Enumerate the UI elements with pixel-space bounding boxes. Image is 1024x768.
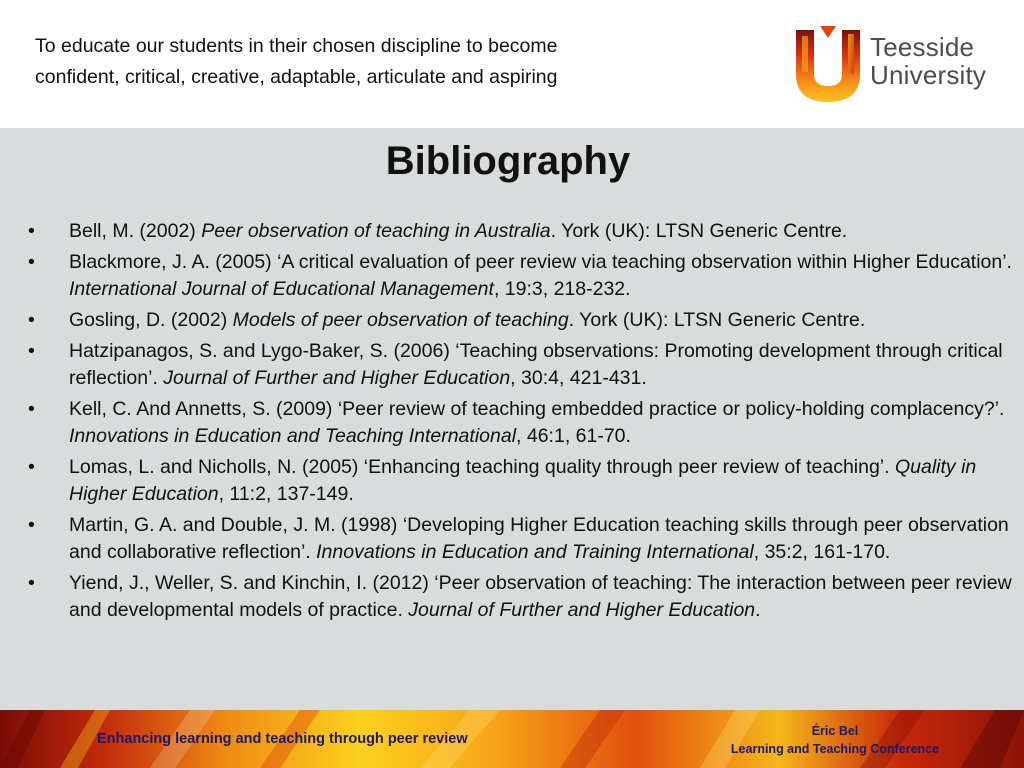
slide-footer <box>0 710 1024 768</box>
reference-title: Innovations in Education and Training International <box>316 541 754 563</box>
bullet-icon: • <box>28 340 35 362</box>
reference-lead: Kell, C. And Annetts, S. (2009) ‘Peer review of teaching embedded practice or policy-holding complacency?’. <box>69 398 1005 420</box>
reference-tail: , 30:4, 421-431. <box>510 367 647 389</box>
reference-lead: Hatzipanagos, S. and Lygo-Baker, S. (2006) ‘Teaching observations: Promoting development through critical reflection’. <box>69 340 1003 389</box>
reference-lead: Gosling, D. (2002) <box>69 309 233 331</box>
reference-lead: Bell, M. (2002) <box>69 220 202 242</box>
reference-title: Innovations in Education and Teaching International <box>69 425 517 447</box>
slide-title: Bibliography <box>385 139 631 183</box>
teesside-university-logo <box>792 24 1002 104</box>
bullet-icon: • <box>28 456 35 478</box>
logo-line-1: Teesside <box>870 32 975 62</box>
reference-tail: , 19:3, 218-232. <box>493 278 631 300</box>
bibliography-item <box>28 218 1013 245</box>
mission-line-2: confident, critical, creative, adaptable, articulate and aspiring <box>35 66 558 88</box>
reference-lead: Yiend, J., Weller, S. and Kinchin, I. (2012) ‘Peer observation of teaching: The interaction between peer review and developmental models of practice. <box>69 572 1012 621</box>
logo-line-2: University <box>870 60 987 90</box>
reference-lead: Lomas, L. and Nicholls, N. (2005) ‘Enhancing teaching quality through peer review of teaching’. <box>69 456 895 478</box>
reference-title: Models of peer observation of teaching <box>232 309 569 331</box>
bullet-icon: • <box>28 220 35 242</box>
reference-title: Quality in Higher Education <box>69 456 977 505</box>
bibliography-item <box>28 249 1013 303</box>
reference-tail: , 11:2, 137-149. <box>218 483 354 505</box>
bullet-icon: • <box>28 572 35 594</box>
reference-title: Journal of Further and Higher Education <box>408 599 756 621</box>
reference-title: International Journal of Educational Management <box>69 278 494 300</box>
reference-tail: . York (UK): LTSN Generic Centre. <box>568 309 866 331</box>
bibliography-item <box>28 338 1013 392</box>
bullet-icon: • <box>28 309 35 331</box>
reference-tail: . <box>755 599 761 621</box>
bibliography-item <box>28 454 1013 508</box>
mission-line-1: To educate our students in their chosen discipline to become <box>35 35 558 57</box>
footer-author: Éric Bel <box>811 724 859 738</box>
reference-lead: Martin, G. A. and Double, J. M. (1998) ‘Developing Higher Education teaching skills through peer observation and collaborative reflection’. <box>69 514 1009 563</box>
reference-tail: , 35:2, 161-170. <box>753 541 891 563</box>
footer-credit <box>700 722 970 758</box>
mission-statement <box>35 31 675 93</box>
footer-event: Learning and Teaching Conference <box>730 742 940 756</box>
slide-body <box>0 128 1024 710</box>
bullet-icon: • <box>28 251 35 273</box>
bullet-icon: • <box>28 514 35 536</box>
reference-lead: Blackmore, J. A. (2005) ‘A critical evaluation of peer review via teaching observation within Higher Education’. <box>69 251 1012 273</box>
bibliography-item <box>28 307 1013 334</box>
slide-header <box>0 0 1024 128</box>
reference-title: Journal of Further and Higher Education <box>163 367 511 389</box>
bibliography-list <box>28 218 1013 628</box>
reference-title: Peer observation of teaching in Australia <box>201 220 551 242</box>
footer-tagline: Enhancing learning and teaching through peer review <box>97 731 468 747</box>
logo-wordmark <box>870 33 986 89</box>
bullet-icon: • <box>28 398 35 420</box>
bibliography-item <box>28 512 1013 566</box>
reference-tail: , 46:1, 61-70. <box>516 425 631 447</box>
reference-tail: . York (UK): LTSN Generic Centre. <box>550 220 848 242</box>
bibliography-item <box>28 570 1013 624</box>
teesside-u-flame-logo-icon <box>792 24 864 104</box>
bibliography-item <box>28 396 1013 450</box>
